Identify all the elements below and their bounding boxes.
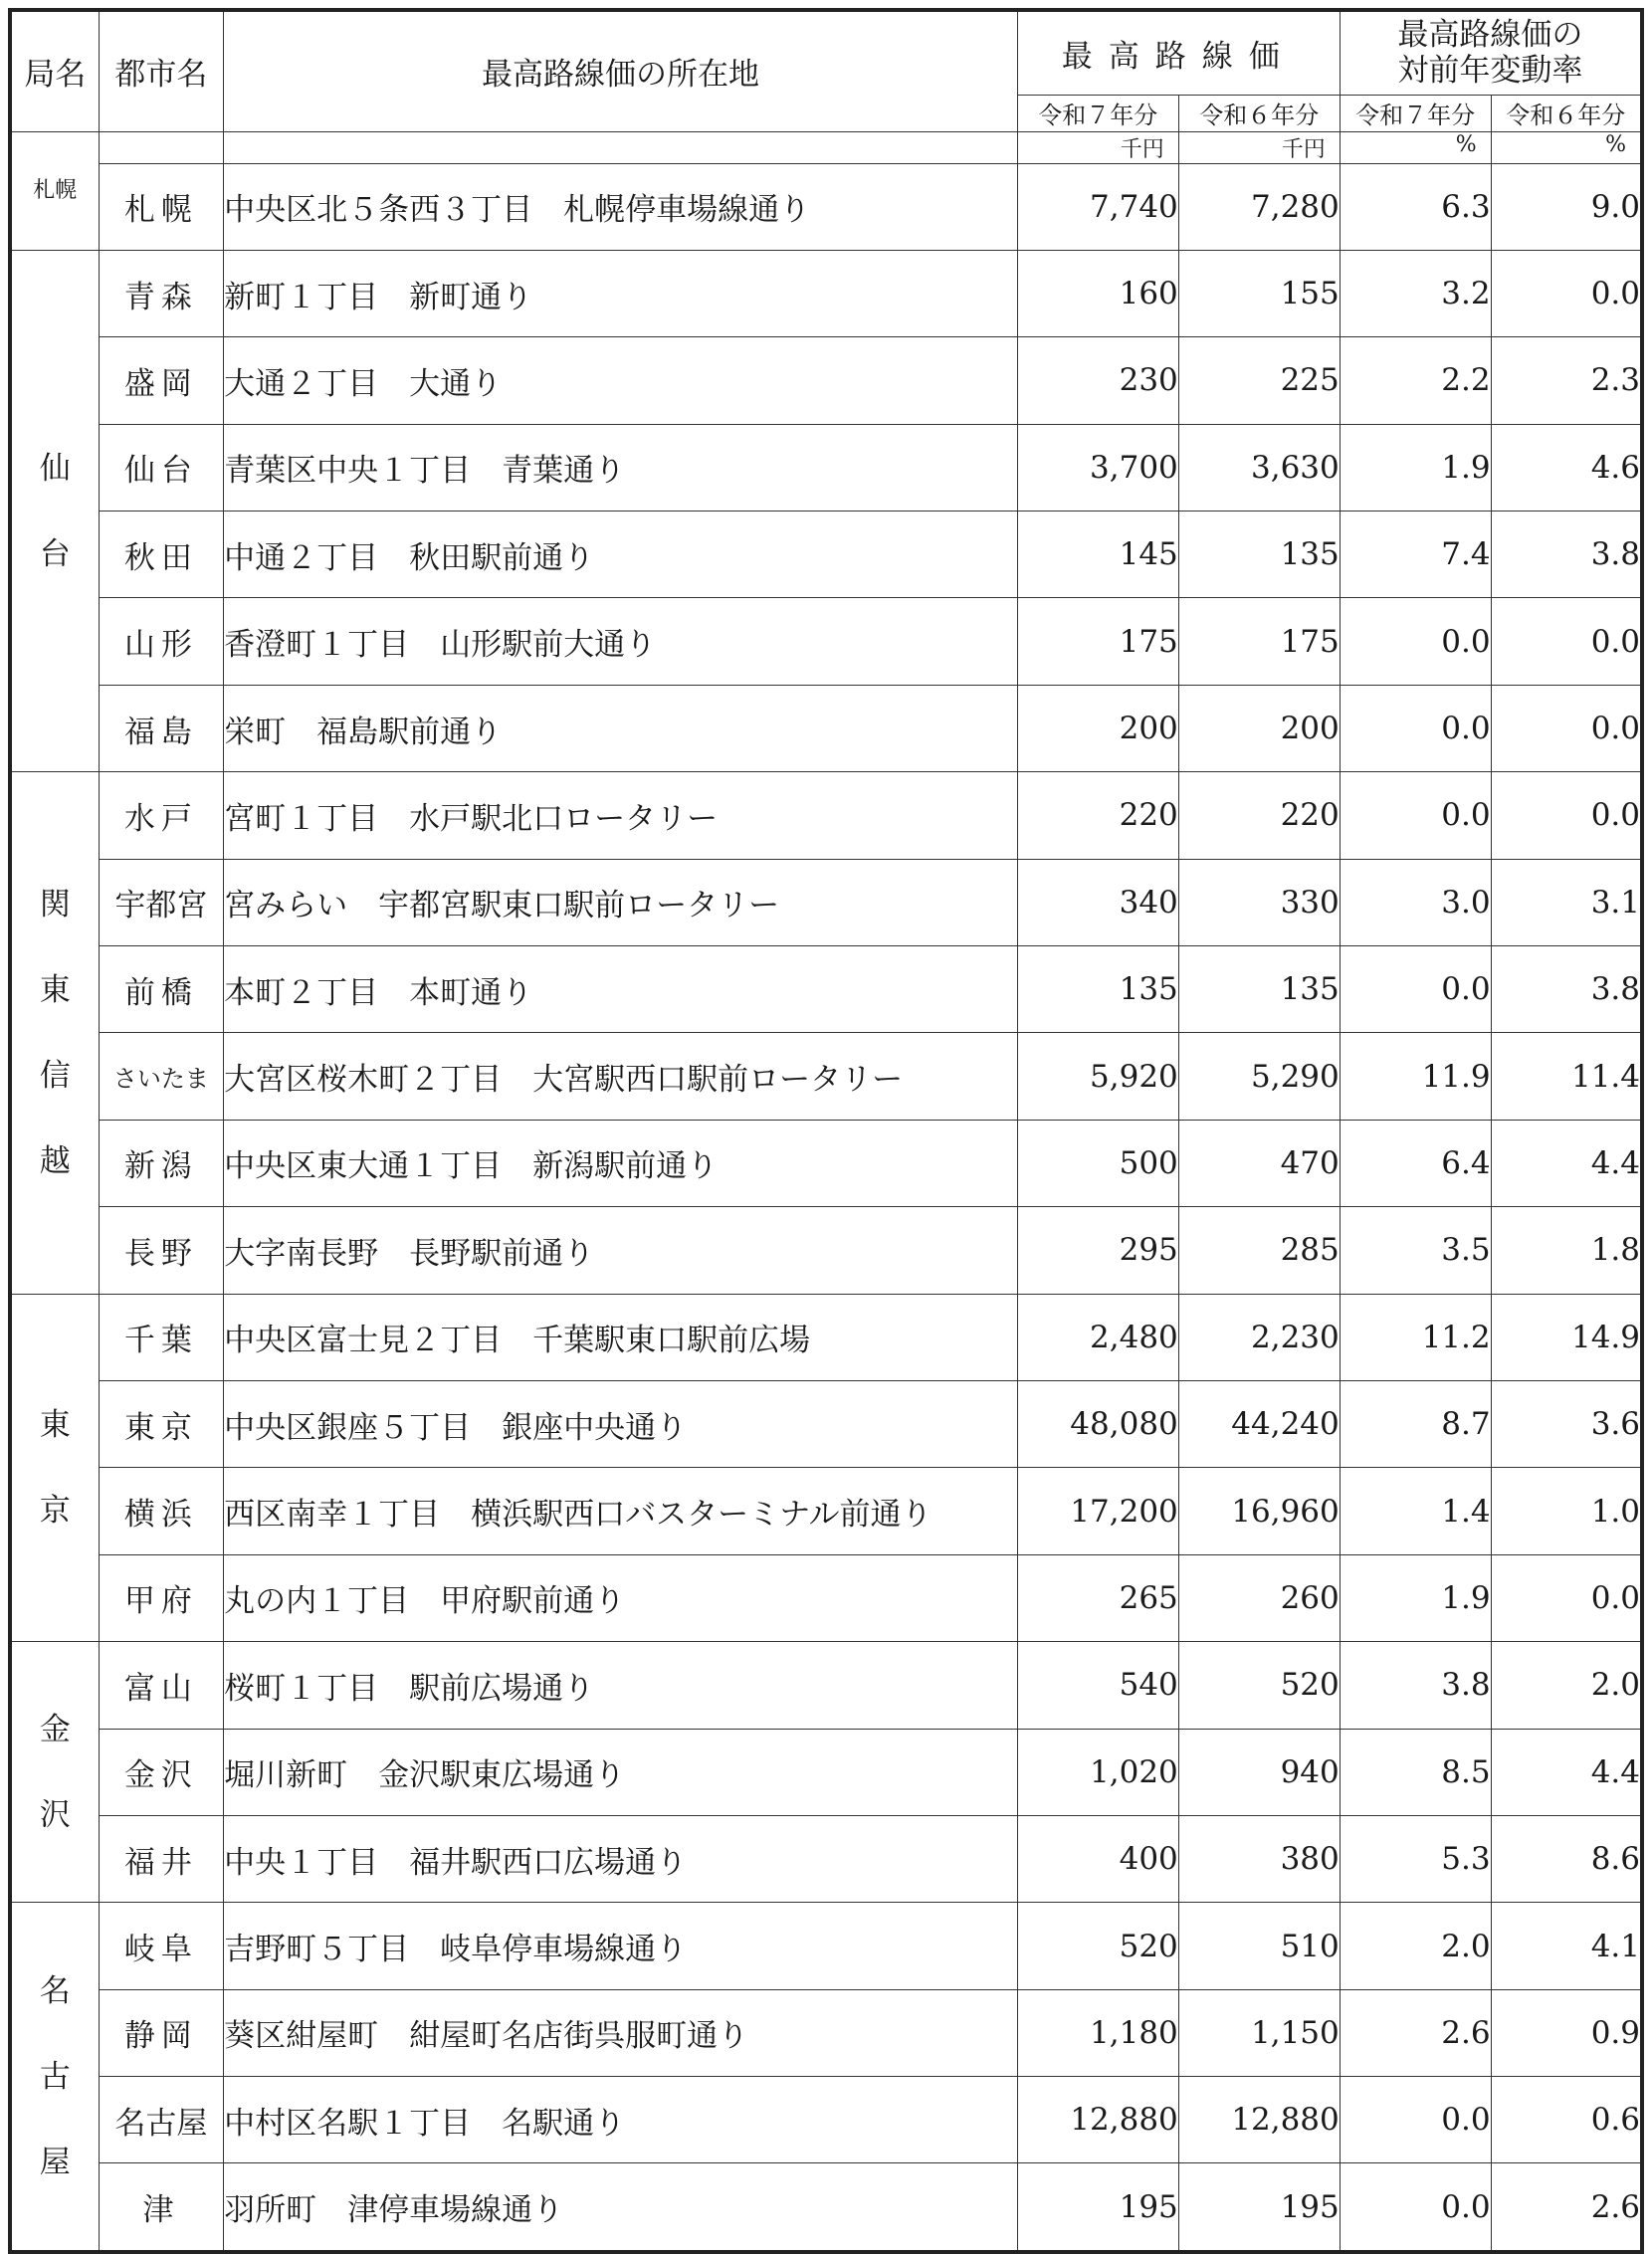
city-name: 津 (99, 2163, 224, 2252)
table-row (10, 163, 1642, 250)
location: 新町１丁目 新町通り (224, 250, 1018, 336)
price-r7: 540 (1017, 1642, 1178, 1729)
bureau-cell (10, 1642, 99, 1903)
rate-r7: 1.9 (1340, 424, 1491, 511)
table-row (10, 859, 1642, 945)
bureau-char: 台 (39, 535, 71, 572)
rate-r7: 11.2 (1340, 1294, 1491, 1380)
rate-r7: 2.6 (1340, 1989, 1491, 2076)
bureau-cell (10, 131, 99, 250)
price-r6: 225 (1178, 337, 1340, 424)
price-r7: 12,880 (1017, 2077, 1178, 2163)
unit-rate-r6: % (1491, 131, 1642, 163)
header-price-r6: 令和６年分 (1178, 95, 1340, 131)
table-row (10, 1815, 1642, 1902)
rate-r6: 0.0 (1491, 250, 1642, 336)
table-body (10, 131, 1642, 2252)
price-r6: 44,240 (1178, 1380, 1340, 1467)
table-row (10, 598, 1642, 685)
table-row (10, 1468, 1642, 1554)
location: 西区南幸１丁目 横浜駅西口バスターミナル前通り (224, 1468, 1018, 1554)
rate-r7: 6.4 (1340, 1120, 1491, 1206)
rate-r7: 2.0 (1340, 1903, 1491, 1989)
price-r6: 940 (1178, 1729, 1340, 1815)
rate-r7: 0.0 (1340, 772, 1491, 859)
unit-price-r7: 千円 (1017, 131, 1178, 163)
header-bureau: 局名 (10, 10, 99, 131)
header-change-rate-line1: 最高路線価の (1397, 17, 1583, 54)
bureau-char: 札幌 (33, 177, 78, 203)
location: 栄町 福島駅前通り (224, 685, 1018, 771)
price-r7: 48,080 (1017, 1380, 1178, 1467)
table-row (10, 1207, 1642, 1294)
city-name: 秋田 (99, 512, 224, 598)
bureau-char: 信 (39, 1057, 71, 1094)
table-row (10, 424, 1642, 511)
rate-r6: 4.6 (1491, 424, 1642, 511)
header-change-rate-line2: 対前年変動率 (1397, 53, 1583, 90)
header-change-rate (1340, 10, 1642, 95)
price-r6: 7,280 (1178, 163, 1340, 250)
location: 大字南長野 長野駅前通り (224, 1207, 1018, 1294)
bureau-cell (10, 1294, 99, 1642)
table-row (10, 1989, 1642, 2076)
price-r6: 155 (1178, 250, 1340, 336)
price-r6: 200 (1178, 685, 1340, 771)
price-r7: 200 (1017, 685, 1178, 771)
city-name: 静岡 (99, 1989, 224, 2076)
bureau-char: 名 (39, 1972, 71, 2009)
location: 宮町１丁目 水戸駅北口ロータリー (224, 772, 1018, 859)
city-name: 東京 (99, 1380, 224, 1467)
location: 中央区銀座５丁目 銀座中央通り (224, 1380, 1018, 1467)
price-r6: 380 (1178, 1815, 1340, 1902)
location: 中通２丁目 秋田駅前通り (224, 512, 1018, 598)
location: 羽所町 津停車場線通り (224, 2163, 1018, 2252)
rate-r7: 3.5 (1340, 1207, 1491, 1294)
table-row (10, 946, 1642, 1033)
rate-r6: 3.1 (1491, 859, 1642, 945)
rate-r7: 2.2 (1340, 337, 1491, 424)
header-city: 都市名 (99, 10, 224, 131)
price-r6: 5,290 (1178, 1033, 1340, 1120)
rate-r7: 8.5 (1340, 1729, 1491, 1815)
price-r6: 520 (1178, 1642, 1340, 1729)
rate-r6: 8.6 (1491, 1815, 1642, 1902)
location: 葵区紺屋町 紺屋町名店街呉服町通り (224, 1989, 1018, 2076)
rate-r7: 0.0 (1340, 2163, 1491, 2252)
price-r7: 195 (1017, 2163, 1178, 2252)
rate-r6: 1.8 (1491, 1207, 1642, 1294)
city-name: 福島 (99, 685, 224, 771)
table-row (10, 1554, 1642, 1641)
city-name: 札幌 (99, 163, 224, 250)
city-name: 青森 (99, 250, 224, 336)
bureau-char: 関 (39, 886, 71, 922)
rate-r6: 9.0 (1491, 163, 1642, 250)
price-r7: 135 (1017, 946, 1178, 1033)
header-location: 最高路線価の所在地 (224, 10, 1018, 131)
price-r6: 16,960 (1178, 1468, 1340, 1554)
bureau-cell (10, 1903, 99, 2252)
bureau-char: 古 (39, 2058, 71, 2095)
price-r7: 340 (1017, 859, 1178, 945)
price-r7: 175 (1017, 598, 1178, 685)
city-name: 長野 (99, 1207, 224, 1294)
location: 本町２丁目 本町通り (224, 946, 1018, 1033)
bureau-char: 仙 (39, 450, 71, 487)
rate-r6: 3.8 (1491, 946, 1642, 1033)
rate-r6: 0.9 (1491, 1989, 1642, 2076)
bureau-char: 東 (39, 1406, 71, 1443)
city-name: さいたま (99, 1033, 224, 1120)
rate-r7: 3.8 (1340, 1642, 1491, 1729)
unit-price-r6: 千円 (1178, 131, 1340, 163)
location: 宮みらい 宇都宮駅東口駅前ロータリー (224, 859, 1018, 945)
city-name: 金沢 (99, 1729, 224, 1815)
rate-r6: 0.6 (1491, 2077, 1642, 2163)
header-rate-r6: 令和６年分 (1491, 95, 1642, 131)
price-r6: 12,880 (1178, 2077, 1340, 2163)
price-r7: 400 (1017, 1815, 1178, 1902)
table-row (10, 2077, 1642, 2163)
price-r7: 500 (1017, 1120, 1178, 1206)
location: 中村区名駅１丁目 名駅通り (224, 2077, 1018, 2163)
rate-r6: 14.9 (1491, 1294, 1642, 1380)
rate-r6: 2.3 (1491, 337, 1642, 424)
rate-r6: 0.0 (1491, 598, 1642, 685)
city-name: 横浜 (99, 1468, 224, 1554)
price-r7: 295 (1017, 1207, 1178, 1294)
price-r7: 230 (1017, 337, 1178, 424)
unit-spacer (224, 131, 1018, 163)
price-r6: 3,630 (1178, 424, 1340, 511)
location: 堀川新町 金沢駅東広場通り (224, 1729, 1018, 1815)
table-row (10, 1729, 1642, 1815)
price-r7: 265 (1017, 1554, 1178, 1641)
rate-r6: 11.4 (1491, 1033, 1642, 1120)
rate-r6: 1.0 (1491, 1468, 1642, 1554)
table-row (10, 1120, 1642, 1206)
header-rate-r7: 令和７年分 (1340, 95, 1491, 131)
location: 吉野町５丁目 岐阜停車場線通り (224, 1903, 1018, 1989)
price-r7: 3,700 (1017, 424, 1178, 511)
bureau-char: 京 (39, 1492, 71, 1529)
city-name: 名古屋 (99, 2077, 224, 2163)
rate-r7: 8.7 (1340, 1380, 1491, 1467)
rate-r7: 0.0 (1340, 685, 1491, 771)
price-r7: 5,920 (1017, 1033, 1178, 1120)
price-r6: 195 (1178, 2163, 1340, 2252)
table-row (10, 1380, 1642, 1467)
city-name: 甲府 (99, 1554, 224, 1641)
table-row (10, 512, 1642, 598)
price-r6: 1,150 (1178, 1989, 1340, 2076)
rate-r6: 4.4 (1491, 1120, 1642, 1206)
location: 中央１丁目 福井駅西口広場通り (224, 1815, 1018, 1902)
price-r6: 220 (1178, 772, 1340, 859)
price-r7: 1,180 (1017, 1989, 1178, 2076)
location: 中央区東大通１丁目 新潟駅前通り (224, 1120, 1018, 1206)
price-r7: 7,740 (1017, 163, 1178, 250)
price-r6: 135 (1178, 946, 1340, 1033)
city-name: 前橋 (99, 946, 224, 1033)
table-row (10, 772, 1642, 859)
rate-r7: 1.4 (1340, 1468, 1491, 1554)
city-name: 山形 (99, 598, 224, 685)
price-r6: 330 (1178, 859, 1340, 945)
city-name: 水戸 (99, 772, 224, 859)
rate-r7: 11.9 (1340, 1033, 1491, 1120)
rate-r6: 2.6 (1491, 2163, 1642, 2252)
location: 中央区北５条西３丁目 札幌停車場線通り (224, 163, 1018, 250)
rate-r7: 5.3 (1340, 1815, 1491, 1902)
price-r6: 135 (1178, 512, 1340, 598)
header-price-r7: 令和７年分 (1017, 95, 1178, 131)
city-name: 千葉 (99, 1294, 224, 1380)
rate-r6: 4.4 (1491, 1729, 1642, 1815)
unit-spacer (99, 131, 224, 163)
price-r7: 145 (1017, 512, 1178, 598)
bureau-char: 越 (39, 1142, 71, 1179)
price-r7: 160 (1017, 250, 1178, 336)
table-row (10, 1033, 1642, 1120)
city-name: 富山 (99, 1642, 224, 1729)
city-name: 岐阜 (99, 1903, 224, 1989)
bureau-char: 屋 (39, 2144, 71, 2180)
location: 香澄町１丁目 山形駅前大通り (224, 598, 1018, 685)
price-r7: 1,020 (1017, 1729, 1178, 1815)
unit-row (10, 131, 1642, 163)
table-row (10, 685, 1642, 771)
unit-rate-r7: % (1340, 131, 1491, 163)
table-row (10, 337, 1642, 424)
rate-r7: 3.2 (1340, 250, 1491, 336)
location: 丸の内１丁目 甲府駅前通り (224, 1554, 1018, 1641)
bureau-char: 沢 (39, 1796, 71, 1833)
rate-r6: 0.0 (1491, 685, 1642, 771)
location: 青葉区中央１丁目 青葉通り (224, 424, 1018, 511)
rate-r6: 3.8 (1491, 512, 1642, 598)
city-name: 盛岡 (99, 337, 224, 424)
location: 大通２丁目 大通り (224, 337, 1018, 424)
rate-r6: 0.0 (1491, 1554, 1642, 1641)
city-name: 仙台 (99, 424, 224, 511)
bureau-cell (10, 250, 99, 771)
bureau-cell (10, 772, 99, 1294)
location: 中央区富士見２丁目 千葉駅東口駅前広場 (224, 1294, 1018, 1380)
price-r7: 2,480 (1017, 1294, 1178, 1380)
header-max-price: 最高路線価 (1017, 10, 1340, 95)
rate-r7: 0.0 (1340, 598, 1491, 685)
price-r6: 260 (1178, 1554, 1340, 1641)
rate-r6: 3.6 (1491, 1380, 1642, 1467)
location: 大宮区桜木町２丁目 大宮駅西口駅前ロータリー (224, 1033, 1018, 1120)
rate-r6: 0.0 (1491, 772, 1642, 859)
rate-r7: 6.3 (1340, 163, 1491, 250)
rate-r7: 1.9 (1340, 1554, 1491, 1641)
price-r7: 520 (1017, 1903, 1178, 1989)
rate-r6: 4.1 (1491, 1903, 1642, 1989)
price-r7: 17,200 (1017, 1468, 1178, 1554)
price-r6: 2,230 (1178, 1294, 1340, 1380)
table-row (10, 250, 1642, 336)
city-name: 新潟 (99, 1120, 224, 1206)
city-name: 福井 (99, 1815, 224, 1902)
price-r6: 285 (1178, 1207, 1340, 1294)
rate-r7: 0.0 (1340, 946, 1491, 1033)
bureau-char: 金 (39, 1711, 71, 1747)
route-price-table (8, 8, 1644, 2254)
location: 桜町１丁目 駅前広場通り (224, 1642, 1018, 1729)
rate-r7: 3.0 (1340, 859, 1491, 945)
price-r6: 470 (1178, 1120, 1340, 1206)
rate-r7: 7.4 (1340, 512, 1491, 598)
table-row (10, 1642, 1642, 1729)
price-r6: 510 (1178, 1903, 1340, 1989)
price-r7: 220 (1017, 772, 1178, 859)
rate-r6: 2.0 (1491, 1642, 1642, 1729)
city-name: 宇都宮 (99, 859, 224, 945)
bureau-char: 東 (39, 971, 71, 1008)
rate-r7: 0.0 (1340, 2077, 1491, 2163)
table-row (10, 1294, 1642, 1380)
price-r6: 175 (1178, 598, 1340, 685)
table-row (10, 1903, 1642, 1989)
